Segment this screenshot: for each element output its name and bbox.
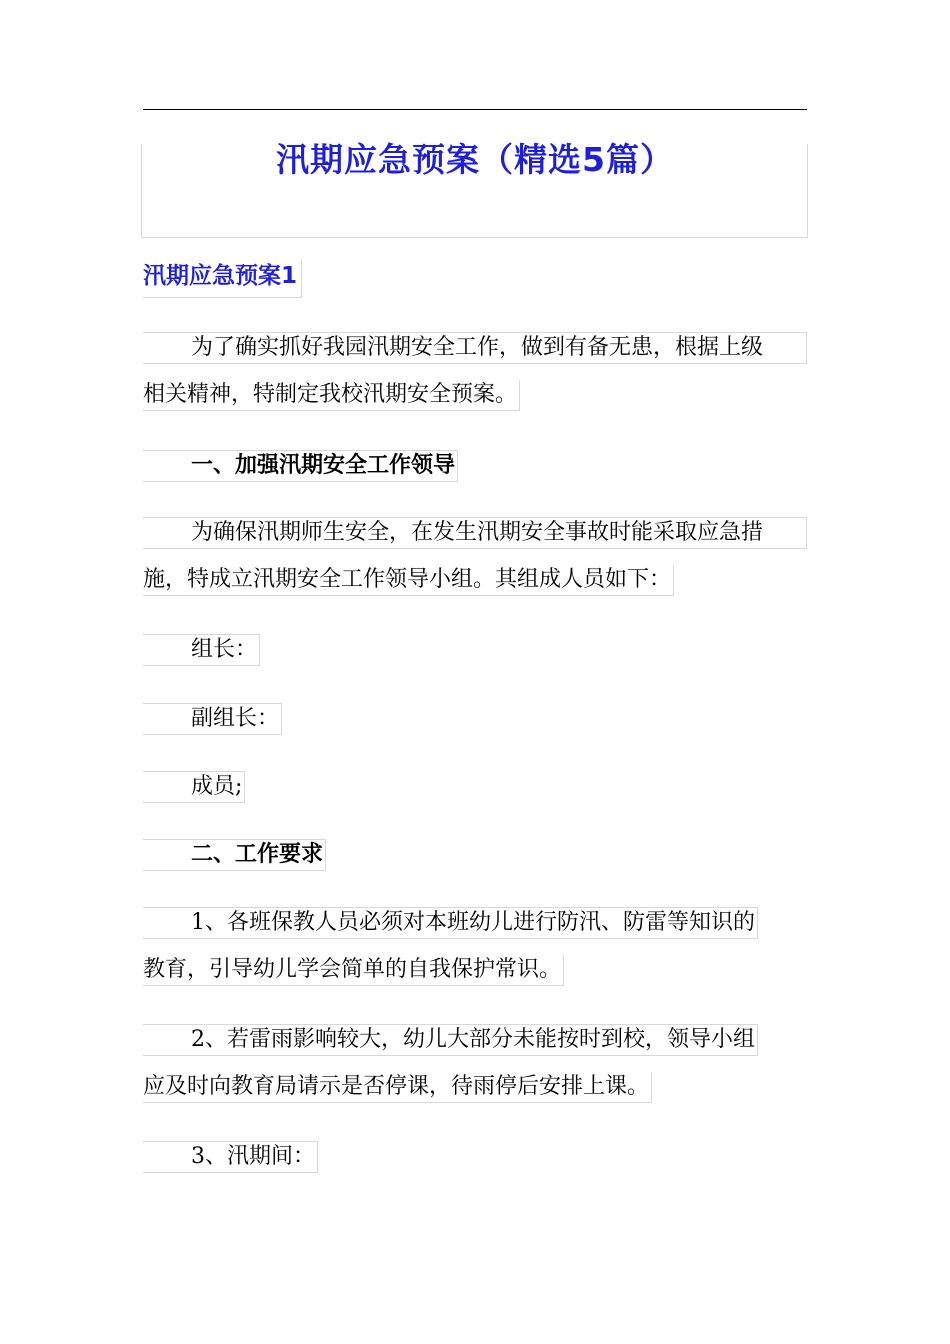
paragraph-line: 为确保汛期师生安全，在发生汛期安全事故时能采取应急措 [143, 517, 807, 549]
paragraph-line: 施，特成立汛期安全工作领导小组。其组成人员如下： [143, 565, 674, 596]
subheading-leadership: 一、加强汛期安全工作领导 [143, 450, 458, 482]
subheading-requirements: 二、工作要求 [143, 839, 326, 871]
paragraph-line: 应及时向教育局请示是否停课，待雨停后安排上课。 [143, 1072, 652, 1103]
paragraph-line: 相关精神，特制定我校汛期安全预案。 [143, 380, 520, 411]
section-heading: 汛期应急预案1 [143, 259, 302, 298]
paragraph-line: 2、若雷雨影响较大，幼儿大部分未能按时到校，领导小组 [143, 1024, 758, 1056]
paragraph-line-members: 成员; [143, 771, 245, 803]
paragraph-line: 教育，引导幼儿学会简单的自我保护常识。 [143, 955, 564, 986]
paragraph-line: 为了确实抓好我园汛期安全工作，做到有备无患，根据上级 [143, 332, 807, 364]
paragraph-line: 3、汛期间： [143, 1141, 318, 1173]
paragraph-line: 1、各班保教人员必须对本班幼儿进行防汛、防雷等知识的 [143, 907, 758, 939]
paragraph-line-deputy: 副组长： [143, 703, 282, 735]
document-title: 汛期应急预案（精选5篇） [276, 140, 674, 179]
paragraph-line-leader: 组长： [143, 634, 260, 666]
header-rule [143, 109, 807, 110]
